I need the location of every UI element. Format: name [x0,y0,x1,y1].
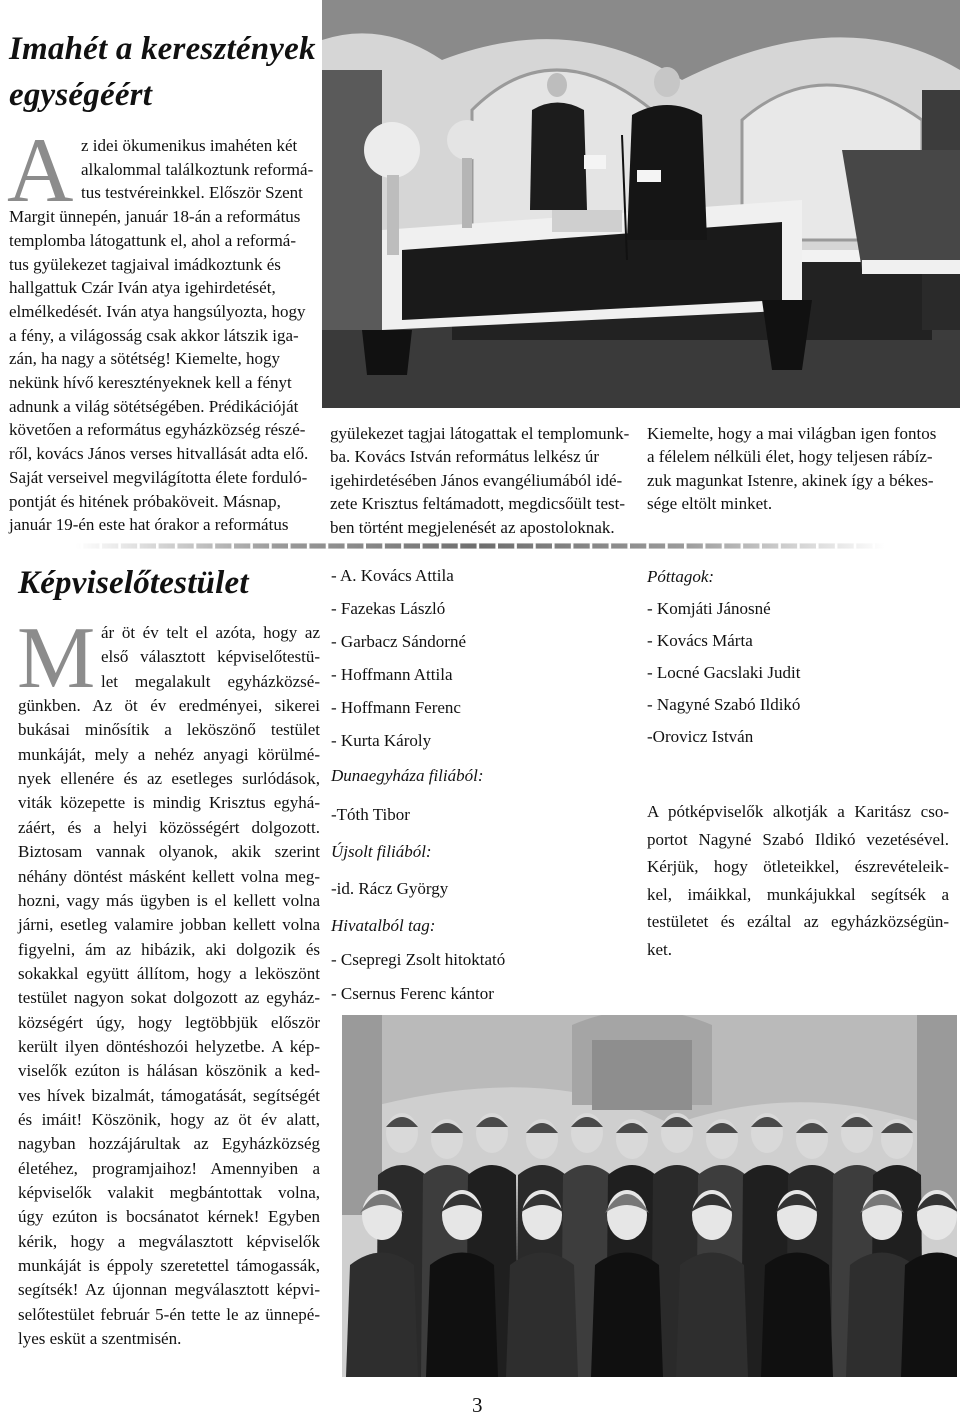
group-photo [342,1015,957,1377]
article2-line: bukásai minősítik a leköszönő testület [18,720,320,740]
section-label-dunaegyhaza: Dunaegyháza filiából: [331,766,484,785]
article1-line: adnunk a világ sötétségében. Prédikációját [9,396,299,416]
article2-line: selőtestület február 5-én tette le az ünnepé- [18,1304,320,1324]
article1-title-line2: egységéért [9,77,153,113]
article1-col2-line: zete Krisztus feltámadott, megdicsőült test- [330,494,626,514]
article2-line: és imáit! Köszönik, hogy az öt év alatt, [18,1110,320,1129]
article2-line: ár öt év telt el azóta, hogy az [101,623,320,642]
article1-line: pontját és hitének próbaköveit. Másnap, [9,491,281,511]
article1-col3-line: sége eltölt minket. [647,494,773,514]
article1-line: hallgattuk Czár Iván atya igehirdetését, [9,278,276,298]
article2-line: járni, esetleg valamire jobban kellett volna [18,915,320,935]
article2-line: segítsék! Az újonnan megválasztott képvi- [18,1280,320,1300]
article1-line: Saját verseivel megvilágította élete forduló- [9,467,308,487]
article2-line: hozni, vagy más ügyben is el kellett volna [18,890,320,910]
article2-dropcap: M [17,610,96,707]
article2-line: let megalakult egyházközsé- [101,671,320,691]
member-item: - Kurta Károly [331,731,432,750]
article1-line: z idei ökumenikus imahéten két [81,136,298,155]
article2-line: ves hívek bizalmát, támogatását, segítségét [18,1085,320,1105]
section-label-official: Hivatalból tag: [331,916,436,935]
article2-line: günkben. Az öt év eredményei, sikerei [18,696,320,716]
article1-col3-line: zuk magunkat Istenre, akinek így a békes- [647,470,934,490]
substitute-item: - Nagyné Szabó Ildikó [647,695,801,714]
article1-line: követően a református egyházközség részé- [9,420,306,440]
article2-line: községért úgy, hogy legtöbbjük először [18,1012,320,1032]
substitute-item: -Orovicz István [647,727,754,746]
article2-line: nyek ellenére és az esetleges surlódások, [18,769,320,789]
substitutes-note-line: Kérjük, hogy ötleteikkel, észrevételeik- [647,857,949,876]
member-item: - Hoffmann Ferenc [331,698,461,717]
article1-line: zán, ha nagy a sötétség! Kiemelte, hogy [9,349,280,369]
substitutes-note-line: kel, imáikkal, munkájukkal segítsék a [647,884,949,904]
article1-title-line1: Imahét a keresztények [9,31,316,67]
member-item: - Fazekas László [331,599,446,618]
article2-line: sokakkal együtt állítom, hogy a leköszönt [18,963,320,983]
member-item: - A. Kovács Attila [331,566,454,585]
article1-col2-line: gyülekezet tagjai látogattak el templomunk- [330,424,630,443]
article1-dropcap: A [7,119,74,221]
substitutes-label: Póttagok: [647,567,715,586]
member-item: - Csernus Ferenc kántor [331,984,494,1003]
section-divider [8,540,952,552]
substitutes-note-line: portot Nagyné Szabó Ildikó vezetésével. [647,829,949,849]
article2-line: kérik, hogy a megválasztott képviselők [18,1231,320,1251]
article1-line: alkalommal találkoztunk reformá- [81,159,314,179]
article2-line: viták közepette is mindig Krisztus egyhá- [18,793,320,813]
page-number: 3 [472,1393,483,1417]
article1-line: tus gyülekezet tagjaival imádkoztunk és [9,254,281,274]
article1-line: a fény, a világosság csak akkor látszik iga- [9,325,299,345]
article2-line: lyes esküt a szentmisén. [18,1329,182,1349]
article1-line: elmélkedését. Iván atya hangsúlyozta, hogy [9,301,306,321]
member-item: - Hoffmann Attila [331,665,453,684]
article1-line: templomba látogattunk el, ahol a reformá- [9,230,297,250]
section-label-ujsolt: Újsolt filiából: [331,842,432,861]
article2-line: került ilyen döntéshozói helyzetbe. A kép- [18,1036,320,1056]
article1-col2-line: igehirdetésében János evangéliumából idé- [330,470,623,490]
article2-line: viselők ezúton is hálásan köszönik a ked- [18,1061,320,1081]
article1-line: nekünk hívő keresztényeknek kell a fényt [9,373,292,392]
article2-line: néhány döntést másként kellett volna meg- [18,866,320,886]
article2-line: munkáját is éppoly szeretettel támogassák, [18,1256,320,1276]
substitute-item: - Kovács Márta [647,631,753,650]
substitute-item: - Locné Gacslaki Judit [647,663,801,682]
church-interior-photo [322,0,960,408]
substitutes-note-line: testületet és ezáltal az egyházközségün- [647,912,949,931]
article1-col2-line: ben történt megjelenését az apostoloknak. [330,517,615,537]
article2-title: Képviselőtestület [18,565,249,601]
article1-col3-line: a félelem nélküli élet, hogy teljesen rábíz- [647,447,933,467]
member-item: -Tóth Tibor [331,805,410,824]
member-item: - Garbacz Sándorné [331,632,466,651]
substitutes-note-line: A pótképviselők alkotják a Karitász cso- [647,802,949,821]
article1-line: tus testvéreinkkel. Először Szent [81,183,303,203]
article2-line: munkáját, mely a nehéz anyagi körülmé- [18,744,320,764]
article2-line: Biztosam vannak olyanok, akik szerint [18,842,320,862]
article2-line: életéhez, programjaihoz! Amennyiben a [18,1158,320,1178]
article2-line: úgy ezúton is bocsánatot kérnek! Egyben [18,1207,320,1227]
article1-col3-line: Kiemelte, hogy a mai világban igen fontos [647,424,937,443]
article2-line: záért, és a helyi közösségért dolgozott. [18,817,320,837]
member-item: - Csepregi Zsolt hitoktató [331,950,506,969]
substitute-item: - Komjáti Jánosné [647,599,771,618]
article1-line: Margit ünnepén, január 18-án a református [9,207,301,227]
article1-col2-line: ba. Kovács István református lelkész úr [330,447,600,467]
article2-line: képviselők valakit megbántottak volna, [18,1183,320,1203]
article2-line: nagyban hozzájárultak az Egyházközség [18,1134,320,1154]
article1-line: ről, kovács János verses hitvallását adta elő. [9,444,309,464]
article2-line: figyelni, ám az hibázik, aki dolgozik és [18,939,320,959]
member-item: -id. Rácz György [331,879,449,898]
substitutes-note-line: ket. [647,939,673,959]
article2-line: testület nagyon sokat dolgozott az egyház- [18,988,320,1008]
article1-line: január 19-én este hat órakor a református [9,515,289,535]
article2-line: első választott képviselőtestü- [101,647,320,667]
